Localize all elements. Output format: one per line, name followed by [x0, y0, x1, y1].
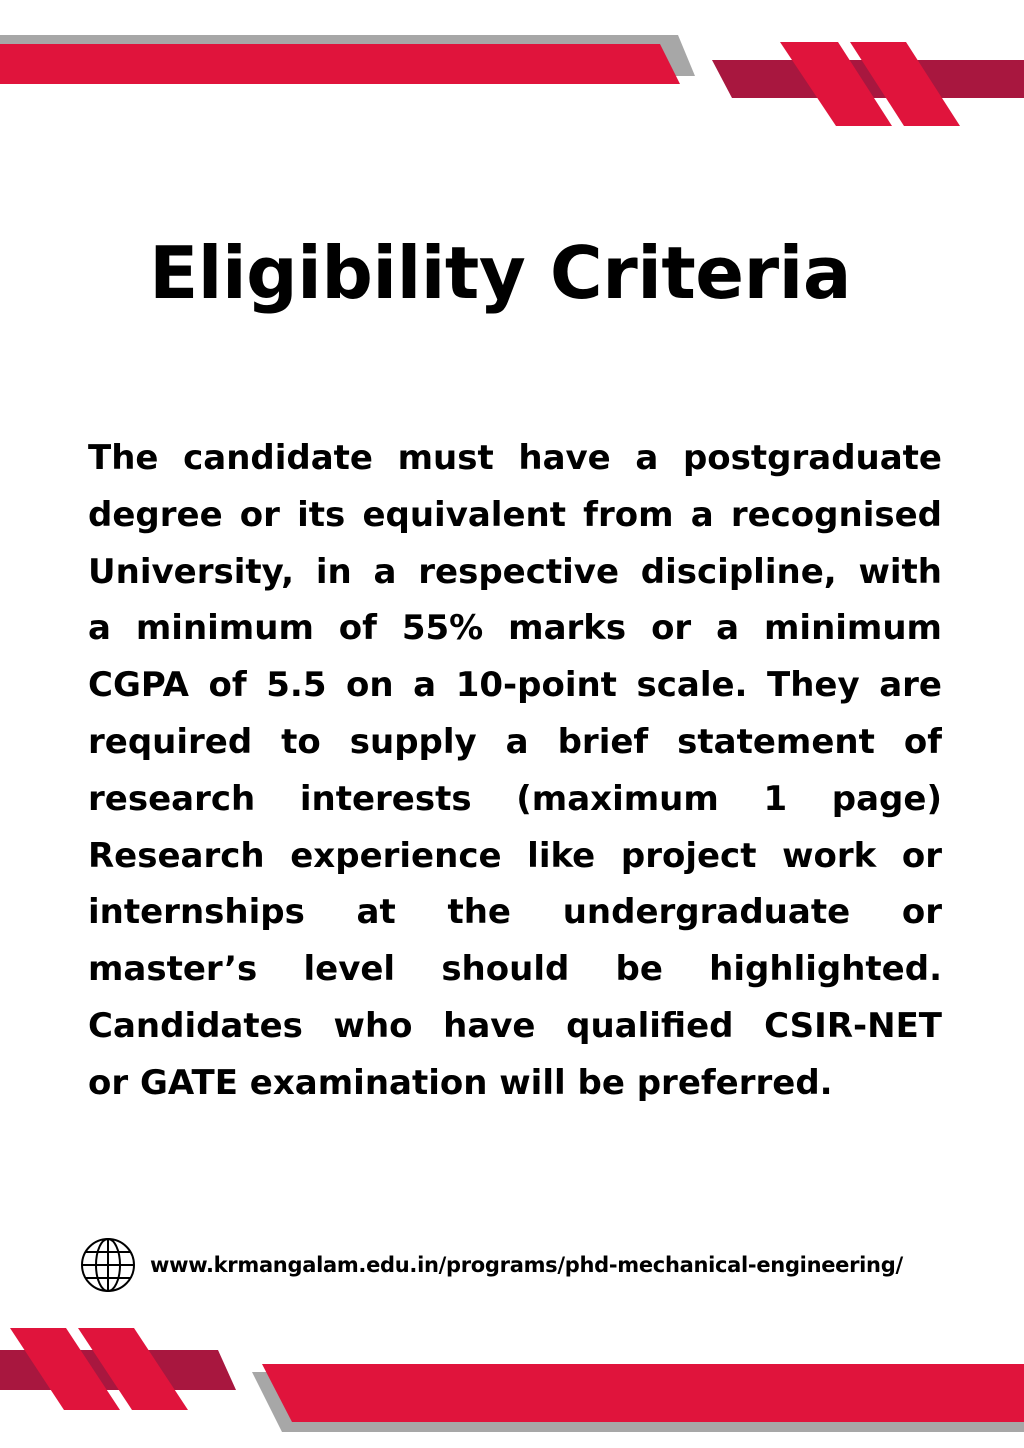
bottom-decorative-stripes: [0, 1318, 1024, 1448]
page-title: Eligibility Criteria: [149, 231, 851, 315]
paragraph-line: Candidates who have qualified CSIR-NET: [88, 1005, 942, 1046]
top-decorative-stripes: [0, 0, 1024, 140]
paragraph-line: degree or its equivalent from a recognised: [88, 494, 942, 535]
paragraph-line: internships at the undergraduate or: [88, 892, 942, 933]
paragraph-line: or GATE examination will be preferred.: [88, 1062, 833, 1103]
paragraph-line: master’s level should be highlighted.: [88, 949, 942, 990]
paragraph-line: The candidate must have a postgraduate: [88, 438, 942, 478]
paragraph-line: CGPA of 5.5 on a 10-point scale. They are: [88, 665, 942, 706]
website-footer: [80, 1237, 960, 1293]
paragraph-line: a minimum of 55% marks or a minimum: [88, 608, 942, 649]
globe-icon: [80, 1237, 136, 1293]
website-url[interactable]: www.krmangalam.edu.in/programs/phd-mechanical-engineering/: [150, 1253, 903, 1277]
paragraph-line: research interests (maximum 1 page): [88, 778, 942, 819]
eligibility-paragraph: [88, 430, 942, 1112]
paragraph-line: required to supply a brief statement of: [88, 721, 942, 762]
paragraph-line: University, in a respective discipline, with: [88, 551, 942, 592]
paragraph-line: Research experience like project work or: [88, 835, 942, 876]
